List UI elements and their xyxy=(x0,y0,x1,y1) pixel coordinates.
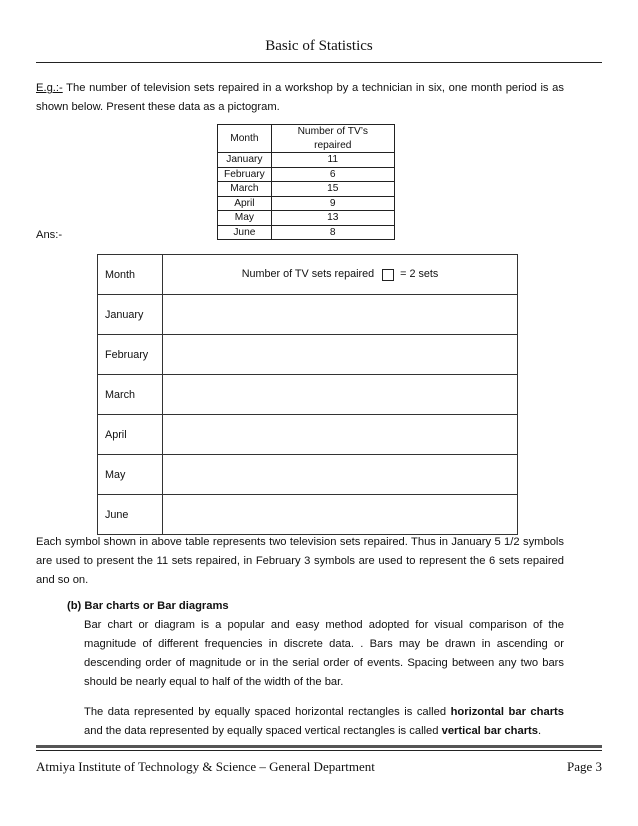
pictogram-symbol-icon xyxy=(382,269,394,281)
table-cell-month: February xyxy=(218,167,272,182)
term-horizontal-bar-charts: horizontal bar charts xyxy=(450,706,565,718)
table-cell-count: 6 xyxy=(271,167,394,182)
footer-rule-thin xyxy=(36,750,602,751)
text-span: and the data represented by equally spaced vertical rectangles is called xyxy=(84,725,442,737)
term-vertical-bar-charts: vertical bar charts xyxy=(441,725,538,737)
pictogram-legend-text: = 2 sets xyxy=(400,268,439,281)
table-cell-month: March xyxy=(218,182,272,197)
table-cell-month: January xyxy=(218,153,272,168)
table-cell-month: June xyxy=(218,225,272,240)
pictogram-table xyxy=(97,254,518,535)
bar-chart-types-paragraph xyxy=(84,703,564,741)
table-row xyxy=(218,153,395,168)
table-row xyxy=(218,225,395,240)
table-cell-month: April xyxy=(218,196,272,211)
table-header-repaired: Number of TV’s repaired xyxy=(271,125,394,153)
section-heading: (b) Bar charts or Bar diagrams xyxy=(67,600,229,612)
pictogram-month: January xyxy=(98,295,163,335)
pictogram-symbols-cell xyxy=(163,375,518,415)
pictogram-month: April xyxy=(98,415,163,455)
pictogram-row xyxy=(98,335,518,375)
header-rule xyxy=(36,62,602,63)
pictogram-symbols-cell xyxy=(163,335,518,375)
table-row xyxy=(218,182,395,197)
intro-paragraph xyxy=(36,79,564,117)
pictogram-row xyxy=(98,295,518,335)
pictogram-symbols-cell xyxy=(163,415,518,455)
answer-label: Ans:- xyxy=(36,229,63,241)
footer-institute: Atmiya Institute of Technology & Science – General Department xyxy=(36,759,375,774)
pictogram-row xyxy=(98,495,518,535)
footer-rule xyxy=(36,745,602,748)
pictogram-month: March xyxy=(98,375,163,415)
table-cell-month: May xyxy=(218,211,272,226)
pictogram-header-row xyxy=(98,255,518,295)
table-cell-count: 11 xyxy=(271,153,394,168)
explanation-paragraph: Each symbol shown in above table represents two television sets repaired. Thus in January 5 1/2 symbols are used to present the 11 sets repaired, in February 3 symbols are used to represent the 6 sets repaired and so on. xyxy=(36,536,564,586)
pictogram-month: February xyxy=(98,335,163,375)
bar-chart-description: Bar chart or diagram is a popular and easy method adopted for visual comparison of the magnitude of different frequencies in discrete data. . Bars may be drawn in ascending or descending order of magnitude or in the serial order of events. Spacing between any two bars should be nearly equal to half of the width of the bar. xyxy=(84,619,564,688)
table-header-row xyxy=(218,125,395,153)
pictogram-symbols-cell xyxy=(163,455,518,495)
text-span: The data represented by equally spaced horizontal rectangles is called xyxy=(84,706,451,718)
pictogram-header-month: Month xyxy=(98,255,163,295)
table-cell-count: 8 xyxy=(271,225,394,240)
pictogram-header-label: Number of TV sets repaired xyxy=(241,268,375,281)
text-span: . xyxy=(538,725,542,737)
example-label: E.g.:- xyxy=(36,82,63,94)
pictogram-month: June xyxy=(98,495,163,535)
repairs-data-table xyxy=(217,124,395,240)
table-row xyxy=(218,196,395,211)
table-header-month: Month xyxy=(218,125,272,153)
table-row xyxy=(218,167,395,182)
intro-text: The number of television sets repaired in a workshop by a technician in six, one month period is as shown below. Present these data as a pictogram. xyxy=(36,82,564,113)
page-number: Page 3 xyxy=(566,759,602,774)
table-row xyxy=(218,211,395,226)
pictogram-row xyxy=(98,375,518,415)
table-cell-count: 15 xyxy=(271,182,394,197)
pictogram-symbols-cell xyxy=(163,295,518,335)
pictogram-row xyxy=(98,455,518,495)
pictogram-header-value xyxy=(163,255,518,295)
page-title: Basic of Statistics xyxy=(265,38,373,54)
pictogram-symbols-cell xyxy=(163,495,518,535)
pictogram-row xyxy=(98,415,518,455)
table-cell-count: 13 xyxy=(271,211,394,226)
pictogram-month: May xyxy=(98,455,163,495)
table-cell-count: 9 xyxy=(271,196,394,211)
